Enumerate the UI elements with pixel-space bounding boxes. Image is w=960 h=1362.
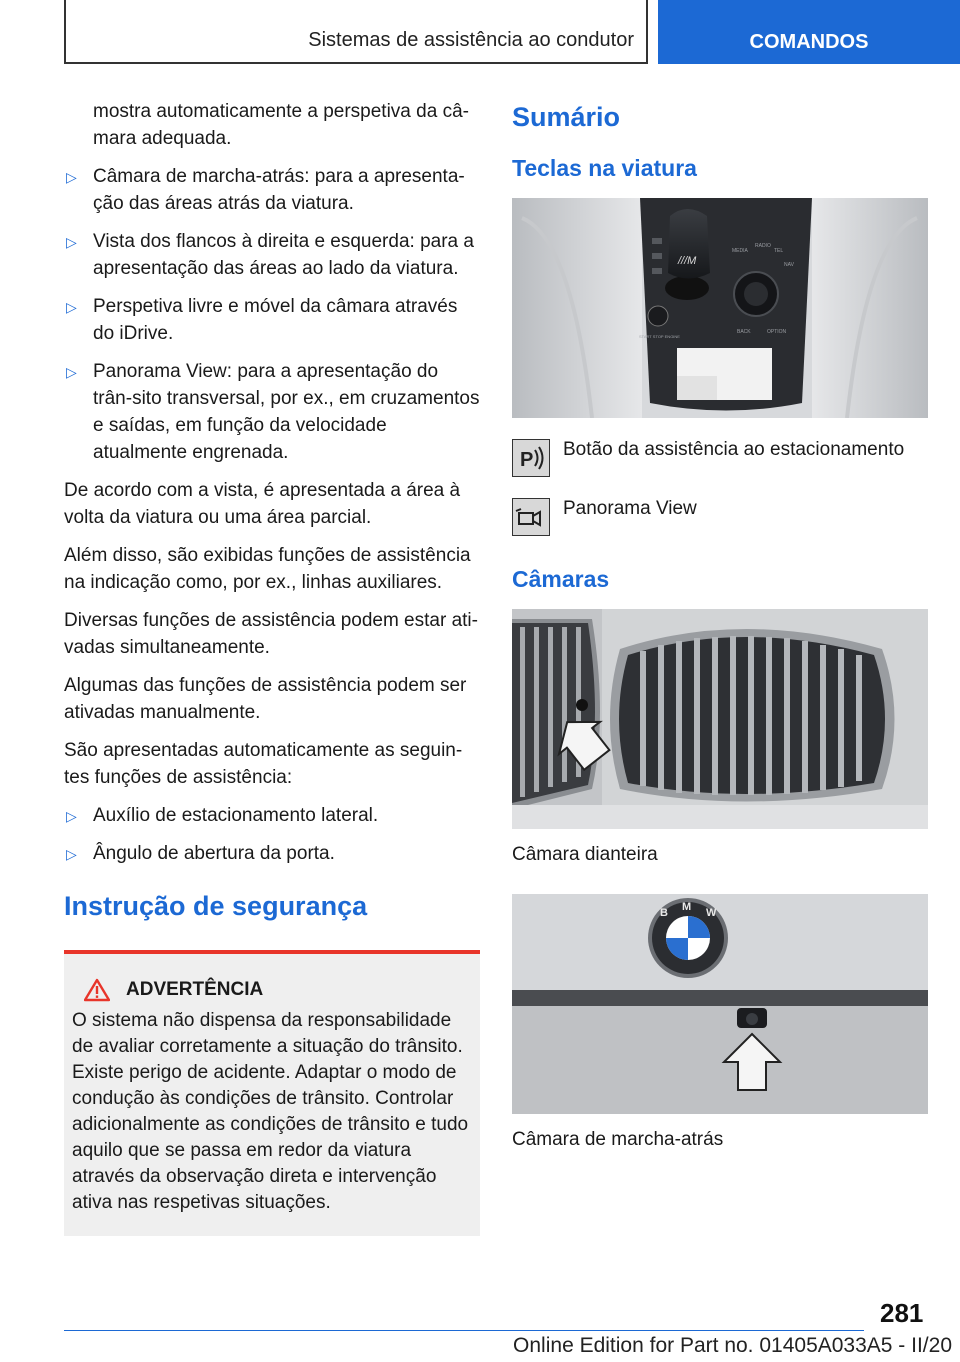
warning-box: [64, 950, 480, 1236]
front-camera-photo: [512, 609, 928, 829]
cameras-heading: Câmaras: [512, 566, 610, 592]
header-section-box: [64, 0, 648, 64]
triangle-bullet-icon: ▷: [66, 808, 77, 824]
badge-letter: B: [660, 907, 668, 919]
triangle-bullet-icon: ▷: [66, 364, 77, 380]
list-item: ▷ Câmara de marcha-atrás: para a apresenta-ção das áreas atrás da viatura.: [66, 166, 465, 214]
summary-heading: Sumário: [512, 102, 621, 132]
right-column: [512, 98, 928, 1179]
center-console-photo: [512, 198, 928, 418]
warning-text: O sistema não dispensa da responsabilidade de avaliar corretamente a situação do trânsito. Existe perigo de acidente. Adaptar o modo de condução às condições de trânsito. Controlar adicionalmente as condições de trânsito e tudo aquilo que se passa em redor da viatura através da observação direta e intervenção ativa nas respetivas situações.: [72, 1010, 469, 1213]
start-stop-label: START STOP ENGINE: [639, 334, 680, 339]
paragraph: São apresentadas automaticamente as seguin-tes funções de assistência:: [64, 740, 463, 788]
svg-text:///M: ///M: [678, 255, 697, 267]
assist-function-list: [64, 802, 480, 867]
keys-heading: Teclas na viatura: [512, 155, 697, 181]
triangle-bullet-icon: ▷: [66, 846, 77, 862]
console-label: NAV: [784, 262, 794, 268]
rear-camera-caption: Câmara de marcha-atrás: [512, 1129, 724, 1150]
legend-row: [512, 495, 928, 536]
panorama-view-icon: [512, 498, 550, 536]
parking-assist-icon: [512, 439, 550, 477]
view-list: [64, 163, 480, 466]
header-chapter-tab: [658, 0, 960, 64]
triangle-bullet-icon: ▷: [66, 299, 77, 315]
console-label: BACK: [737, 329, 751, 335]
console-label: MEDIA: [732, 248, 748, 254]
safety-heading: Instrução de segurança: [64, 891, 368, 921]
console-label: OPTION: [767, 329, 787, 335]
warning-header: [72, 978, 472, 1002]
console-label: RADIO: [755, 243, 771, 249]
warning-triangle-icon: [84, 978, 110, 1002]
badge-letter: W: [706, 907, 717, 919]
legend-label-parking: Botão da assistência ao estacionamento: [563, 439, 905, 460]
page-number: 281: [880, 1298, 924, 1328]
console-label: TEL: [774, 248, 784, 254]
list-item: ▷ Vista dos flancos à direita e esquerda: para a apresentação das áreas ao lado da viatura.: [66, 231, 474, 279]
badge-letter: M: [682, 901, 692, 913]
left-column: [64, 98, 480, 1236]
paragraph: Diversas funções de assistência podem estar ati-vadas simultaneamente.: [64, 610, 478, 658]
legend-label-panorama: Panorama View: [563, 498, 697, 519]
paragraph: Algumas das funções de assistência podem ser ativadas manualmente.: [64, 675, 467, 723]
front-camera-caption: Câmara dianteira: [512, 844, 658, 865]
triangle-bullet-icon: ▷: [66, 169, 77, 185]
list-item: ▷ Ângulo de abertura da porta.: [64, 840, 480, 867]
paragraph: Além disso, são exibidas funções de assistência na indicação como, por ex., linhas auxiliares.: [64, 545, 471, 593]
list-item: ▷ Panorama View: para a apresentação do trân-sito transversal, por ex., em cruzamentos e saídas, em função da velocidade atualmente engrenada.: [66, 361, 480, 463]
list-item: ▷ Perspetiva livre e móvel da câmara através do iDrive.: [66, 296, 458, 344]
footer-divider: [64, 1330, 864, 1331]
paragraph: De acordo com a vista, é apresentada a área à volta da viatura ou uma área parcial.: [64, 480, 461, 528]
header-section-title: Sistemas de assistência ao condutor: [308, 29, 634, 51]
list-item: ▷ Auxílio de estacionamento lateral.: [64, 802, 480, 829]
triangle-bullet-icon: ▷: [66, 234, 77, 250]
intro-continuation: mostra automaticamente a perspetiva da câ-mara adequada.: [93, 101, 469, 149]
legend-row: [512, 436, 928, 477]
footer-edition: Online Edition for Part no. 01405A033A5 - II/20: [513, 1334, 952, 1357]
warning-title: ADVERTÊNCIA: [126, 979, 264, 1000]
svg-text:P: P: [520, 449, 534, 471]
rear-camera-photo: [512, 894, 928, 1114]
header-chapter-label: COMANDOS: [749, 31, 869, 53]
